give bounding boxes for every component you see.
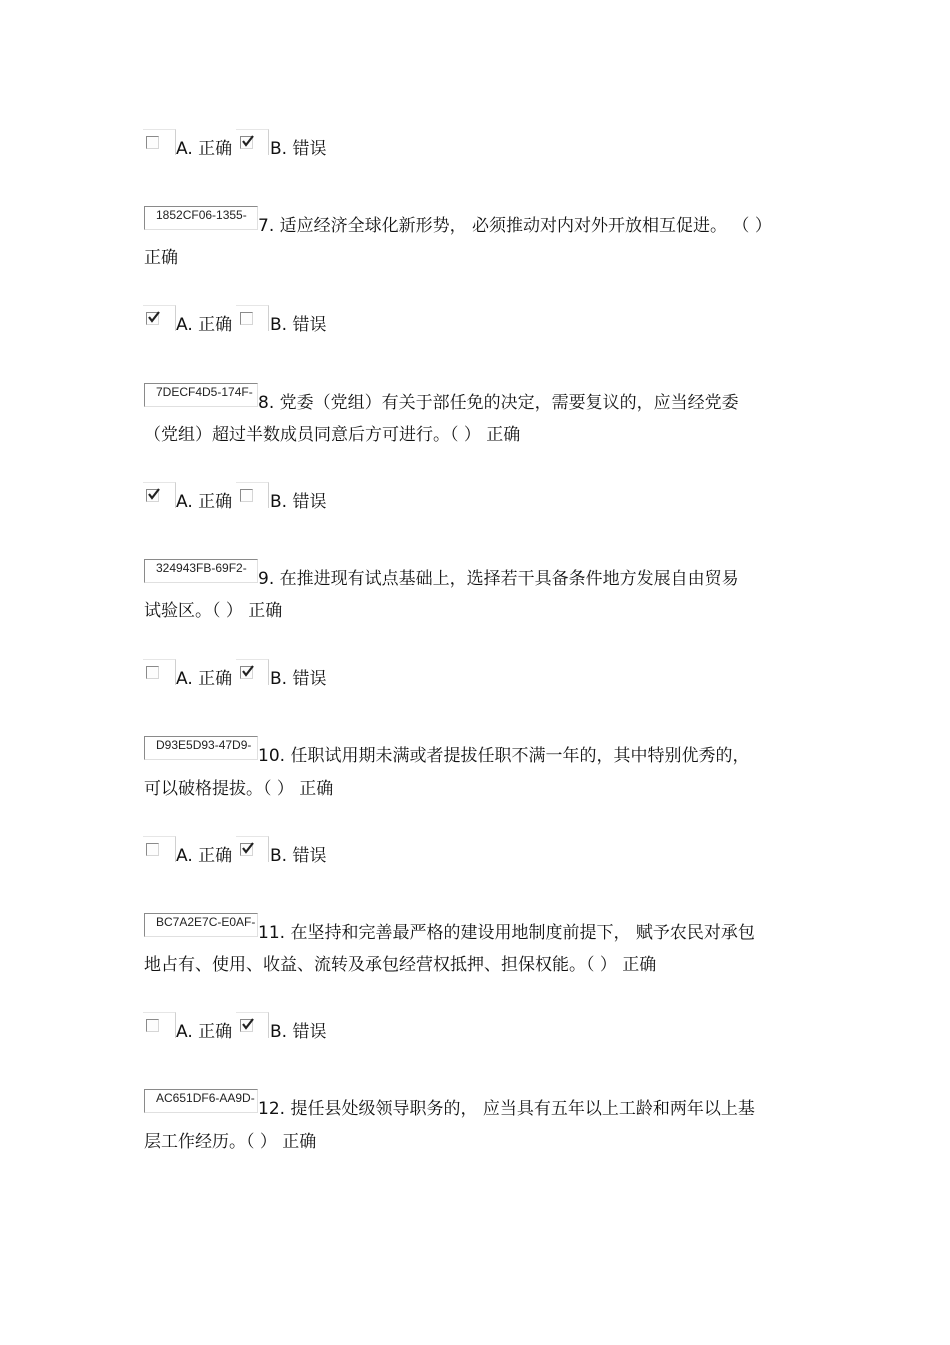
checkbox-a[interactable] [146, 843, 159, 856]
checkmark-icon [241, 134, 255, 149]
checkmark-icon [147, 310, 161, 325]
question-text-line1: 8. 党委（党组）有关于部任免的决定，需要复议的，应当经党委 [258, 393, 739, 413]
answer-row [0, 1016, 950, 1042]
answer-row [0, 663, 950, 689]
question-id-field[interactable]: 324943FB-69F2- [144, 559, 258, 583]
option-b-label: B. 错误 [270, 846, 327, 866]
question-text-line2: 可以破格提拔。（ ） 正确 [144, 779, 334, 799]
option-b-label: B. 错误 [270, 669, 327, 689]
option-b-label: B. 错误 [270, 1022, 327, 1042]
question-id-field[interactable]: AC651DF6-AA9D- [144, 1089, 258, 1113]
answer-row [0, 486, 950, 512]
checkbox-a[interactable] [146, 666, 159, 679]
option-a-label: A. 正确 [176, 1022, 233, 1042]
checkbox-a[interactable] [146, 1019, 159, 1032]
checkbox-b[interactable] [240, 136, 253, 149]
question-text-line1: 12. 提任县处级领导职务的， 应当具有五年以上工龄和两年以上基 [258, 1099, 755, 1119]
checkbox-b[interactable] [240, 1019, 253, 1032]
checkbox-b[interactable] [240, 489, 253, 502]
question-text-line2: 层工作经历。（ ） 正确 [144, 1132, 317, 1152]
checkbox-a[interactable] [146, 312, 159, 325]
answer-row-top [0, 133, 950, 159]
answer-row [0, 309, 950, 335]
option-a-label: A. 正确 [176, 315, 233, 335]
question-text-line1: 9. 在推进现有试点基础上，选择若干具备条件地方发展自由贸易 [258, 569, 739, 589]
question-id-field[interactable]: D93E5D93-47D9- [144, 736, 258, 760]
question-text-line2: 正确 [144, 248, 178, 268]
question-text-line1: 7. 适应经济全球化新形势， 必须推动对内对外开放相互促进。 （ ） [258, 216, 772, 236]
checkbox-b[interactable] [240, 666, 253, 679]
option-a-label: A. 正确 [176, 492, 233, 512]
option-b-label: B. 错误 [270, 139, 327, 159]
answer-row [0, 840, 950, 866]
checkbox-b[interactable] [240, 843, 253, 856]
question-id-field[interactable]: 7DECF4D5-174F- [144, 383, 258, 407]
option-a-label: A. 正确 [176, 846, 233, 866]
option-b-label: B. 错误 [270, 315, 327, 335]
option-a-label: A. 正确 [176, 139, 233, 159]
question-text-line1: 11. 在坚持和完善最严格的建设用地制度前提下， 赋予农民对承包 [258, 923, 755, 943]
checkmark-icon [241, 841, 255, 856]
question-text-line2: 地占有、使用、收益、流转及承包经营权抵押、担保权能。（ ） 正确 [144, 955, 657, 975]
checkmark-icon [241, 664, 255, 679]
question-id-field[interactable]: 1852CF06-1355- [144, 206, 258, 230]
question-text-line1: 10. 任职试用期未满或者提拔任职不满一年的，其中特别优秀的， [258, 746, 750, 766]
question-id-field[interactable]: BC7A2E7C-E0AF- [144, 913, 258, 937]
question-text-line2: （党组）超过半数成员同意后方可进行。（ ） 正确 [144, 425, 521, 445]
checkmark-icon [241, 1017, 255, 1032]
option-a-label: A. 正确 [176, 669, 233, 689]
checkbox-b[interactable] [240, 312, 253, 325]
checkmark-icon [147, 487, 161, 502]
question-text-line2: 试验区。（ ） 正确 [144, 601, 283, 621]
option-b-label: B. 错误 [270, 492, 327, 512]
checkbox-a[interactable] [146, 136, 159, 149]
checkbox-a[interactable] [146, 489, 159, 502]
